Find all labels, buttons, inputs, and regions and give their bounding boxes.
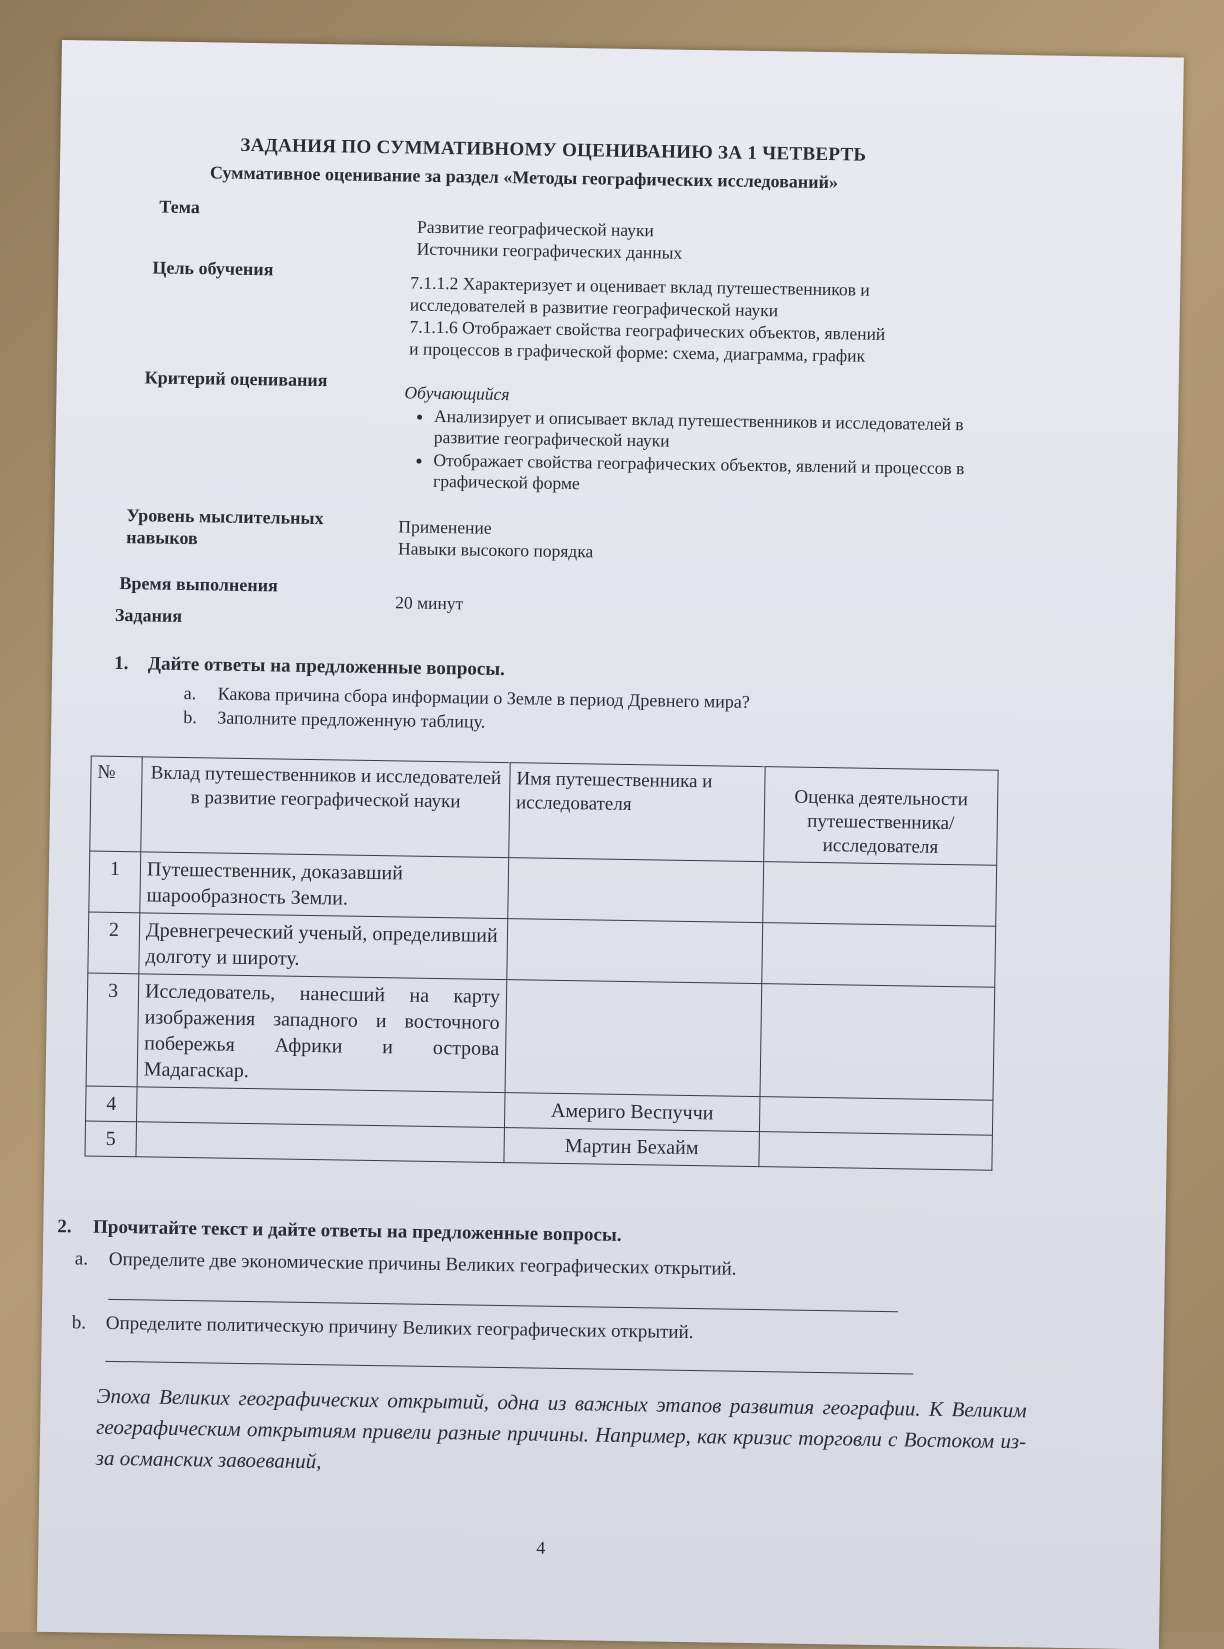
task1-a-text: Какова причина сбора информации о Земле в период Древнего мира? xyxy=(217,683,751,712)
task2-b-letter: b. xyxy=(71,1312,87,1334)
row-number: 5 xyxy=(85,1121,137,1157)
reading-passage: Эпоха Великих географических открытий, одна из важных этапов развития географии. К Великим географическим открытиям привели разные причины. Например, как кризис торговли с Востоком из-за османских завоеваний, xyxy=(95,1383,1027,1474)
level-value xyxy=(398,515,594,562)
level-line: Навыки высокого порядка xyxy=(397,538,594,562)
criteria-value xyxy=(403,381,985,502)
level-line: Применение xyxy=(398,516,492,538)
task1-a-letter: a. xyxy=(183,682,197,704)
goal-line: 7.1.1.6 Отображает свойства географических объектов, явлений xyxy=(409,316,886,344)
goal-line: 7.1.1.2 Характеризует и оценивает вклад путешественников и xyxy=(410,272,870,300)
task1-b-letter: b. xyxy=(183,706,198,728)
header-assessment: Оценка деятельности путешественника/ исследователя xyxy=(764,767,998,866)
task2-a-letter: a. xyxy=(74,1248,89,1270)
travelers-table xyxy=(84,756,998,1171)
task1-heading-text: Дайте ответы на предложенные вопросы. xyxy=(147,653,506,681)
row-assessment-cell[interactable] xyxy=(759,1097,993,1136)
table-row xyxy=(86,973,995,1100)
task2-question-a xyxy=(75,1248,737,1280)
table-header-row xyxy=(90,756,998,865)
header-number: № xyxy=(90,756,142,852)
task1-heading xyxy=(114,653,505,681)
header-name: Имя путешественника и исследователя xyxy=(509,763,765,862)
topic-line: Развитие географической науки xyxy=(416,216,655,241)
goal-line: и процессов в графической форме: схема, диаграмма, график xyxy=(409,338,866,366)
criteria-list xyxy=(403,405,984,500)
row-name-cell[interactable] xyxy=(505,980,762,1097)
task1-b-text: Заполните предложенную таблицу. xyxy=(217,707,486,732)
row-contribution-cell[interactable] xyxy=(136,1122,505,1163)
row-name: Мартин Бехайм xyxy=(504,1128,760,1167)
row-contribution-cell[interactable] xyxy=(137,1087,506,1128)
level-label-line: Уровень мыслительных xyxy=(126,505,324,529)
row-assessment-cell[interactable] xyxy=(763,862,997,927)
criteria-item: • Анализирует и описывает вклад путешественников и исследователей в развитие географической науки xyxy=(434,406,985,457)
row-name-cell[interactable] xyxy=(507,919,763,984)
document-subtitle: Суммативное оценивание за раздел «Методы географических исследований» xyxy=(209,162,839,193)
topic-value xyxy=(417,216,683,264)
time-label: Время выполнения xyxy=(119,572,278,596)
topic-line: Источники географических данных xyxy=(416,238,683,263)
task2-b-text: Определите политическую причину Великих географических открытий. xyxy=(105,1312,694,1344)
row-assessment-cell[interactable] xyxy=(762,923,996,988)
row-name: Америго Веспуччи xyxy=(504,1093,760,1132)
level-label xyxy=(126,504,324,551)
criteria-item: • Отображает свойства географических объектов, явлений и процессов в графической форме xyxy=(433,450,984,501)
task2-a-text: Определите две экономические причины Великих географических открытий. xyxy=(108,1248,737,1280)
document-title: ЗАДАНИЯ ПО СУММАТИВНОМУ ОЦЕНИВАНИЮ ЗА 1 ЧЕТВЕРТЬ xyxy=(240,134,867,166)
row-number: 2 xyxy=(88,912,140,974)
row-name-cell[interactable] xyxy=(508,858,764,923)
row-contribution: Древнегреческий ученый, определивший долготу и широту. xyxy=(139,913,508,980)
task1-number: 1. xyxy=(114,652,129,675)
time-value: 20 минут xyxy=(395,592,464,614)
criteria-label: Критерий оценивания xyxy=(144,367,328,391)
task2-heading-text: Прочитайте текст и дайте ответы на предложенные вопросы. xyxy=(92,1216,622,1246)
level-label-line: навыков xyxy=(126,527,198,549)
row-number: 3 xyxy=(86,973,139,1087)
worksheet-page xyxy=(37,40,1184,1649)
row-number: 1 xyxy=(89,851,141,913)
task2-question-b xyxy=(72,1312,694,1344)
goal-value xyxy=(409,272,886,367)
goal-label: Цель обучения xyxy=(152,257,274,280)
task2-number: 2. xyxy=(57,1216,72,1238)
page-number: 4 xyxy=(536,1537,546,1558)
row-contribution: Исследователь, нанесший на карту изображения западного и восточного побережья Африки и острова Мадагаскар. xyxy=(137,974,507,1093)
row-number: 4 xyxy=(86,1086,138,1122)
row-contribution: Путешественник, доказавший шарообразность Земли. xyxy=(140,852,509,919)
task2-heading xyxy=(57,1216,622,1247)
header-contribution: Вклад путешественников и исследователей в развитие географической науки xyxy=(141,757,510,858)
goal-line: исследователей в развитие географической науки xyxy=(409,294,779,321)
row-assessment-cell[interactable] xyxy=(760,984,995,1101)
answer-line-b[interactable] xyxy=(105,1361,913,1375)
criteria-intro: Обучающийся xyxy=(404,382,510,405)
row-assessment-cell[interactable] xyxy=(759,1132,993,1171)
tasks-label: Задания xyxy=(114,604,183,626)
topic-label: Тема xyxy=(159,196,201,218)
answer-line-a[interactable] xyxy=(108,1299,898,1312)
task1-question-b xyxy=(183,706,485,733)
